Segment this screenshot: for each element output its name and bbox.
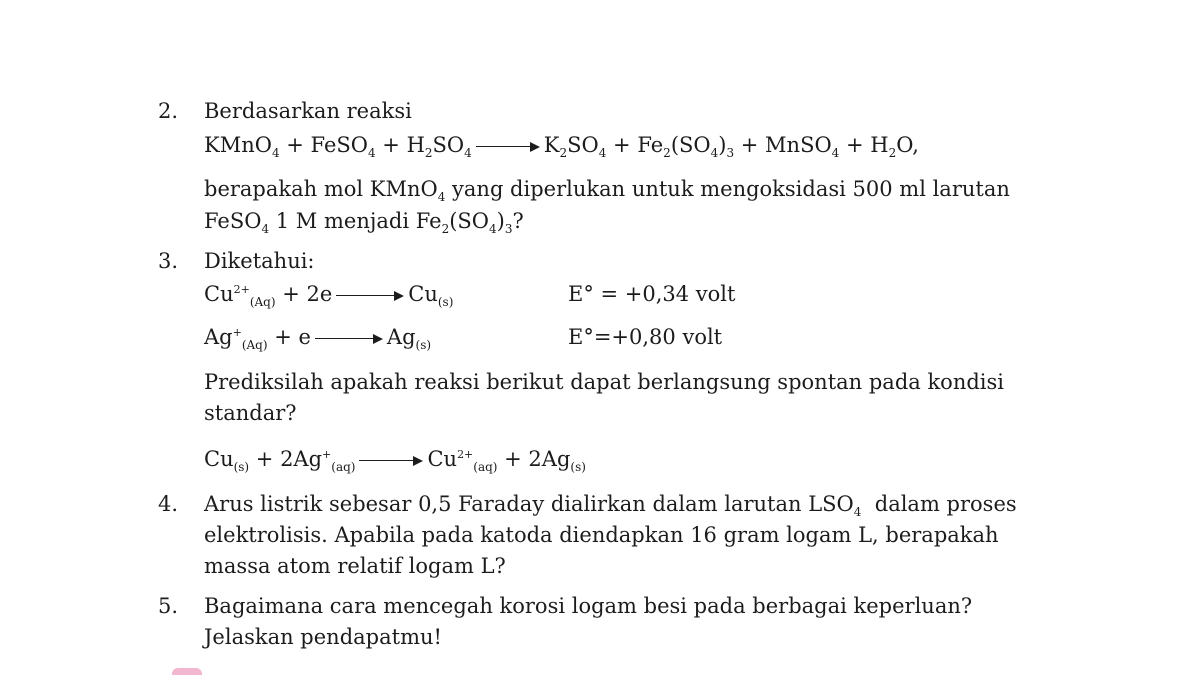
question-intro: Berdasarkan reaksi [204,99,412,123]
question-text-line-1: berapakah mol KMnO$_4$ yang diperlukan untuk mengoksidasi 500 ml larutan [204,177,1010,204]
reaction-arrow-icon [359,455,423,467]
question-text-line-1: Prediksilah apakah reaksi berikut dapat berlangsung spontan pada kondisi [204,370,1004,394]
reaction-equation: KMnO$_4$ + FeSO$_4$ + $H_2SO_4$ $K_2SO_4 + Fe_2(SO_4)_3$ + MnSO$_4$ + $H_2O$, [204,133,919,160]
reaction-arrow-icon [476,141,540,153]
cu-standard-potential: E° = +0,34 volt [568,282,736,306]
question-text-line-2: FeSO$_4$ 1 M menjadi $Fe_2(SO_4)_3$? [204,209,524,236]
ag-half-reaction: $Ag^+_{(Aq)} + e$ $Ag_{(s)}$ [204,325,432,352]
cu-half-reaction: $Cu^{2+}_{(Aq)} + 2e$ $Cu_{(s)}$ [204,282,454,309]
question-text-line-2: standar? [204,401,297,425]
question-text-line-1: Arus listrik sebesar 0,5 Faraday dialirkan dalam larutan $LSO_4$ dalam proses [204,492,1017,519]
question-text-line-3: massa atom relatif logam L? [204,554,506,578]
question-intro: Diketahui: [204,249,315,273]
ag-standard-potential: E°=+0,80 volt [568,325,723,349]
question-number: 3. [158,249,179,273]
reaction-arrow-icon [336,290,404,302]
reaction-arrow-icon [315,333,383,345]
question-text-line-1: Bagaimana cara mencegah korosi logam besi pada berbagai keperluan? [204,594,973,618]
question-number: 5. [158,594,179,618]
question-number: 2. [158,99,179,123]
question-text-line-2: elektrolisis. Apabila pada katoda diendapkan 16 gram logam L, berapakah [204,523,999,547]
decorative-ornament [172,668,202,675]
question-text-line-2: Jelaskan pendapatmu! [204,625,442,649]
question-number: 4. [158,492,179,516]
overall-reaction: $Cu_{(s)} + 2Ag^+_{(aq)}$ $Cu^{2+}_{(aq)} + 2Ag_{(s)}$ [204,447,586,474]
